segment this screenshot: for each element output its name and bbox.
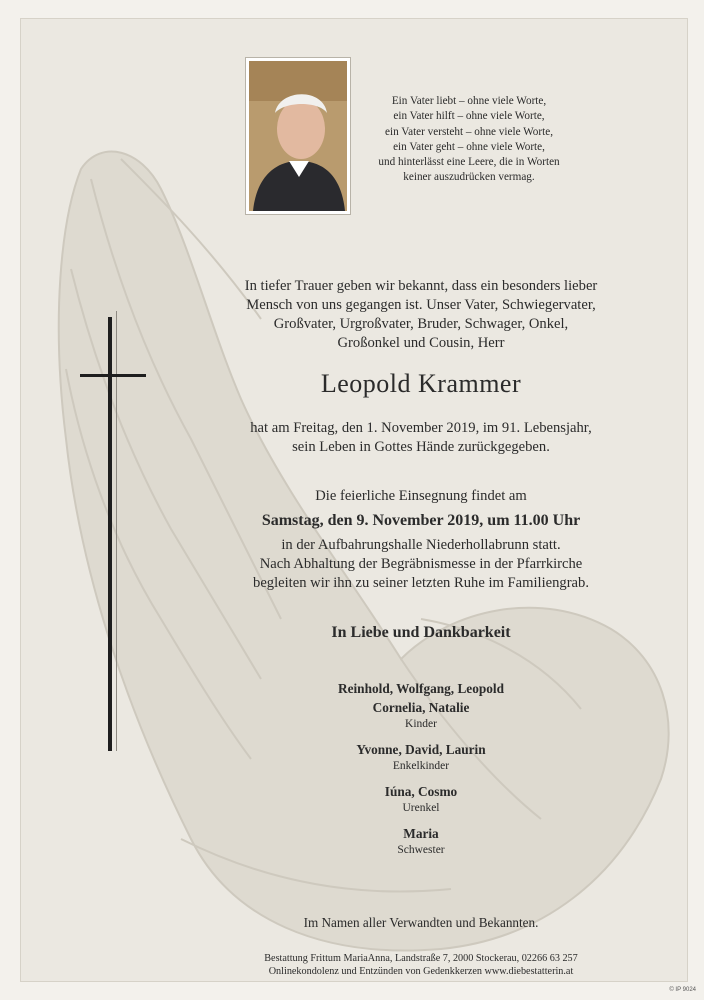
- ceremony-line: begleiten wir ihn zu seiner letzten Ruhe im Familiengrab.: [253, 575, 589, 591]
- family-group-sister: [201, 824, 641, 857]
- cross-bar: [80, 374, 146, 377]
- ceremony-line: Nach Abhaltung der Begräbnismesse in der Pfarrkirche: [259, 556, 583, 572]
- poem-line: Ein Vater liebt – ohne viele Worte,: [391, 95, 547, 107]
- family-relation: Urenkel: [402, 802, 440, 814]
- announcement-line: Großvater, Urgroßvater, Bruder, Schwager, Onkel,: [273, 316, 569, 332]
- announcement-text: [201, 277, 641, 353]
- family-names: Iúna, Cosmo: [384, 784, 458, 799]
- print-code: © IP 9024: [669, 987, 696, 993]
- cross-shadow: [116, 311, 117, 751]
- family-group-children: [201, 679, 641, 731]
- obituary-card: [20, 18, 688, 982]
- on-behalf-text: Im Namen aller Verwandten und Bekannten.: [303, 915, 539, 930]
- poem-line: keiner auszudrücken vermag.: [403, 171, 535, 184]
- announcement-line: Mensch von uns gegangen ist. Unser Vater, Schwiegervater,: [246, 297, 596, 313]
- family-relation: Enkelkinder: [392, 760, 450, 772]
- announcement-line: Großonkel und Cousin, Herr: [337, 335, 505, 351]
- family-list: [201, 679, 641, 866]
- ceremony-intro: Die feierliche Einsegnung findet am: [315, 488, 527, 504]
- family-names: Maria: [403, 826, 439, 841]
- family-names: Reinhold, Wolfgang, Leopold: [337, 681, 504, 696]
- closing-phrase: In Liebe und Dankbarkeit: [331, 624, 511, 641]
- family-group-grandchildren: [201, 740, 641, 773]
- ceremony-date: Samstag, den 9. November 2019, um 11.00 Uhr: [261, 512, 581, 529]
- poem-line: ein Vater geht – ohne viele Worte,: [393, 140, 545, 153]
- ceremony-details: [201, 536, 641, 593]
- death-line: sein Leben in Gottes Hände zurückgegeben.: [292, 439, 550, 455]
- family-names: Cornelia, Natalie: [372, 700, 470, 715]
- funeral-home-website: Onlinekondolenz und Entzünden von Gedenkkerzen www.diebestatterin.at: [268, 966, 574, 977]
- family-relation: Kinder: [405, 718, 437, 730]
- portrait-photo: [245, 57, 351, 215]
- family-group-great-grandchildren: [201, 782, 641, 815]
- poem-line: ein Vater versteht – ohne viele Worte,: [385, 125, 553, 138]
- deceased-name: Leopold Krammer: [320, 369, 522, 398]
- death-notice: [201, 419, 641, 457]
- death-line: hat am Freitag, den 1. November 2019, im 91. Lebensjahr,: [250, 420, 592, 436]
- cross-icon: [108, 317, 112, 751]
- poem-line: ein Vater hilft – ohne viele Worte,: [393, 110, 545, 123]
- funeral-home-address: Bestattung Frittum MariaAnna, Landstraße 7, 2000 Stockerau, 02266 63 257: [264, 953, 578, 964]
- poem: [365, 94, 573, 186]
- family-names: Yvonne, David, Laurin: [356, 742, 486, 757]
- ceremony-line: in der Aufbahrungshalle Niederhollabrunn statt.: [281, 537, 561, 553]
- announcement-line: In tiefer Trauer geben wir bekannt, dass ein besonders lieber: [244, 278, 598, 294]
- poem-line: und hinterlässt eine Leere, die in Worten: [378, 156, 560, 169]
- family-relation: Schwester: [397, 844, 445, 856]
- funeral-home-info: [201, 952, 641, 978]
